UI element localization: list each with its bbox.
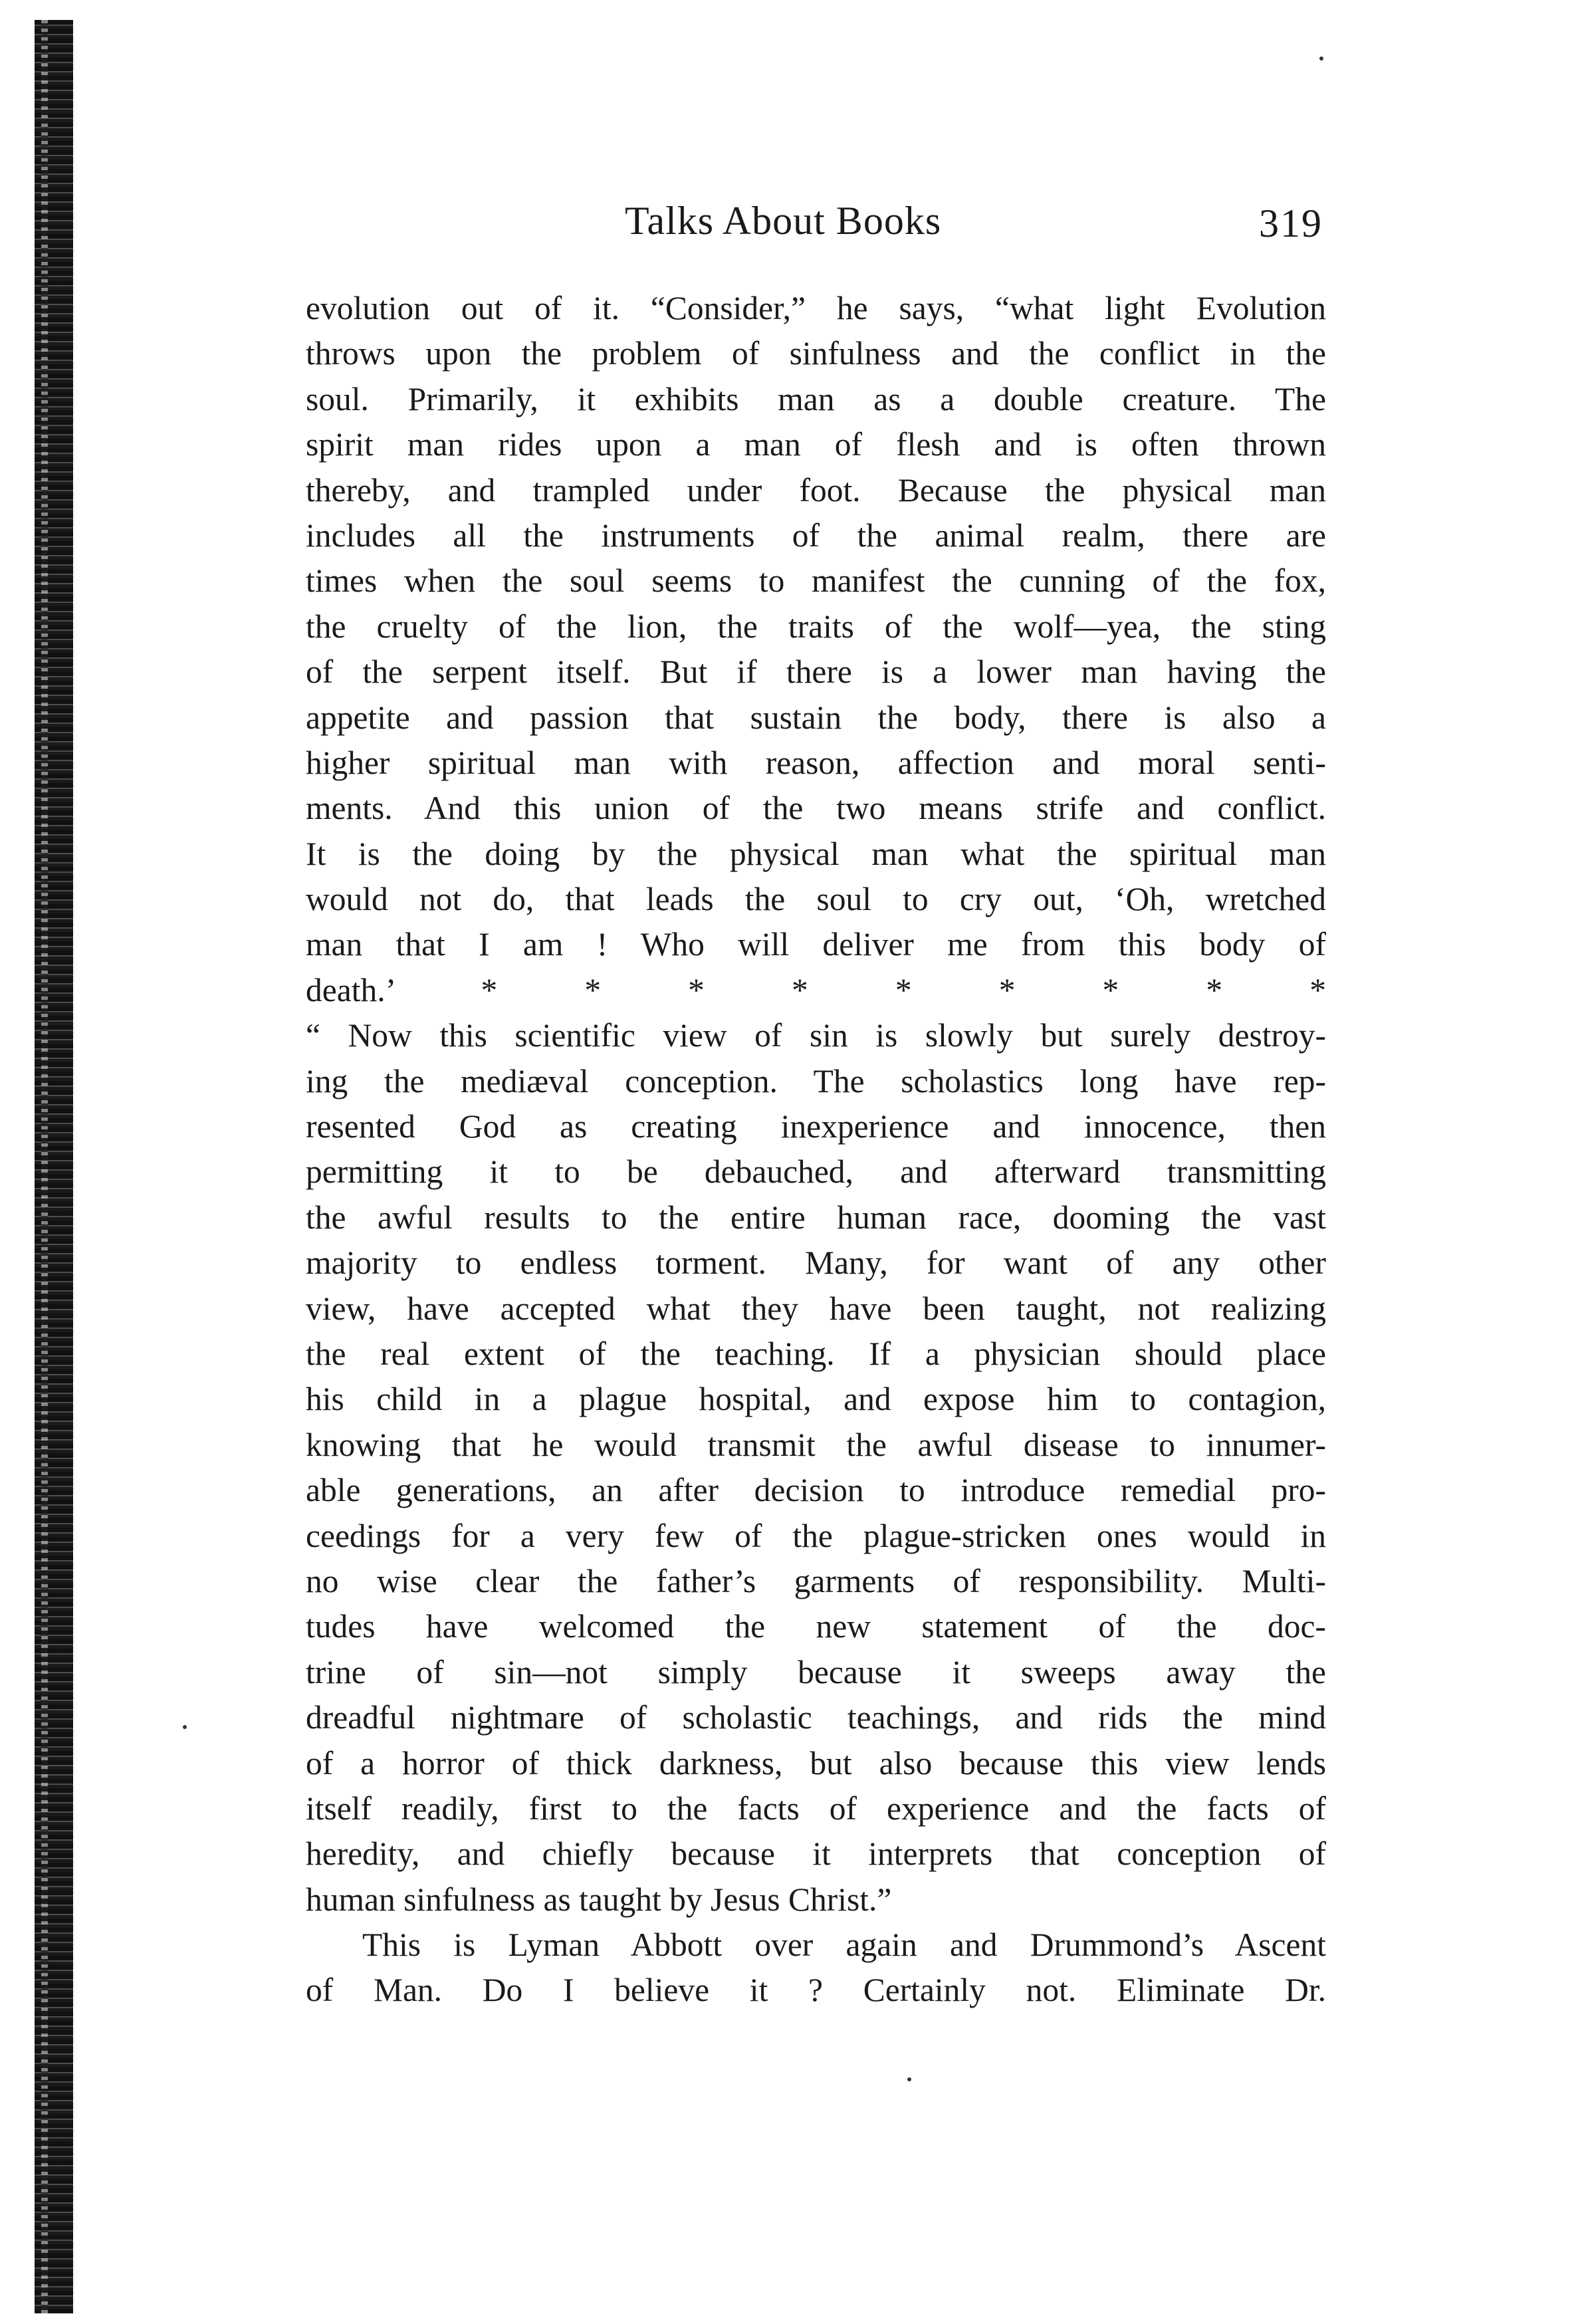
text-line: view, have accepted what they have been taught, not realizing	[306, 1290, 1326, 1327]
text-line: This is Lyman Abbott over again and Drummond’s Ascent	[362, 1926, 1326, 1964]
body-text	[306, 286, 1326, 2014]
text-line: soul. Primarily, it exhibits man as a double creature. The	[306, 380, 1326, 417]
text-line: the cruelty of the lion, the traits of the wolf—yea, the sting	[306, 608, 1326, 645]
text-line: majority to endless torment. Many, for want of any other	[306, 1244, 1326, 1282]
text-line: appetite and passion that sustain the body, there is also a	[306, 699, 1326, 736]
text-line: “ Now this scientific view of sin is slowly but surely destroy-	[306, 1017, 1326, 1054]
text-line: ing the mediæval conception. The scholastics long have rep-	[306, 1062, 1326, 1100]
book-spine-edge	[35, 20, 73, 2313]
text-line: trine of sin—not simply because it sweeps away the	[306, 1653, 1326, 1690]
text-line: thereby, and trampled under foot. Because the physical man	[306, 471, 1326, 509]
ellipsis-line: death.’ * * * * * * * * *	[306, 971, 1326, 1008]
text-line: It is the doing by the physical man what the spiritual man	[306, 835, 1326, 872]
scan-speck	[907, 2077, 911, 2081]
text-line: evolution out of it. “Consider,” he says, “what light Evolution	[306, 290, 1326, 326]
text-line: the real extent of the teaching. If a physician should place	[306, 1335, 1326, 1372]
page-header	[312, 198, 1323, 258]
text-line: able generations, an after decision to introduce remedial pro-	[306, 1472, 1326, 1509]
text-line: his child in a plague hospital, and expose him to contagion,	[306, 1381, 1326, 1418]
text-line: the awful results to the entire human race, dooming the vast	[306, 1199, 1326, 1236]
text-line: of Man. Do I believe it ? Certainly not. Eliminate Dr.	[306, 1972, 1326, 2009]
text-line: itself readily, first to the facts of experience and the facts of	[306, 1790, 1326, 1827]
scan-speck	[183, 1725, 187, 1729]
text-line: times when the soul seems to manifest the cunning of the fox,	[306, 562, 1326, 600]
text-line: ceedings for a very few of the plague-stricken ones would in	[306, 1517, 1326, 1554]
text-line: includes all the instruments of the animal realm, there are	[306, 517, 1326, 554]
text-line: knowing that he would transmit the awful disease to innumer-	[306, 1426, 1326, 1463]
text-line: of a horror of thick darkness, but also because this view lends	[306, 1744, 1326, 1782]
text-line: permitting it to be debauched, and afterward transmitting	[306, 1153, 1326, 1191]
text-line: higher spiritual man with reason, affection and moral senti-	[306, 744, 1326, 781]
text-line: resented God as creating inexperience and innocence, then	[306, 1108, 1326, 1145]
text-line: ments. And this union of the two means strife and conflict.	[306, 790, 1326, 827]
text-line: human sinfulness as taught by Jesus Christ.”	[306, 1881, 892, 1918]
text-line: of the serpent itself. But if there is a lower man having the	[306, 653, 1326, 691]
text-line: man that I am ! Who will deliver me from this body of	[306, 926, 1326, 963]
page-number: 319	[1259, 201, 1323, 245]
text-line: no wise clear the father’s garments of responsibility. Multi-	[306, 1562, 1326, 1599]
text-line: would not do, that leads the soul to cry out, ‘Oh, wretched	[306, 881, 1326, 918]
text-line: throws upon the problem of sinfulness and the conflict in the	[306, 335, 1326, 372]
text-line: heredity, and chiefly because it interprets that conception of	[306, 1835, 1326, 1873]
running-title: Talks About Books	[625, 199, 942, 243]
text-line: dreadful nightmare of scholastic teachings, and rids the mind	[306, 1699, 1326, 1736]
text-line: spirit man rides upon a man of flesh and is often thrown	[306, 426, 1326, 463]
text-line: tudes have welcomed the new statement of the doc-	[306, 1608, 1326, 1645]
scan-speck	[1319, 57, 1323, 60]
